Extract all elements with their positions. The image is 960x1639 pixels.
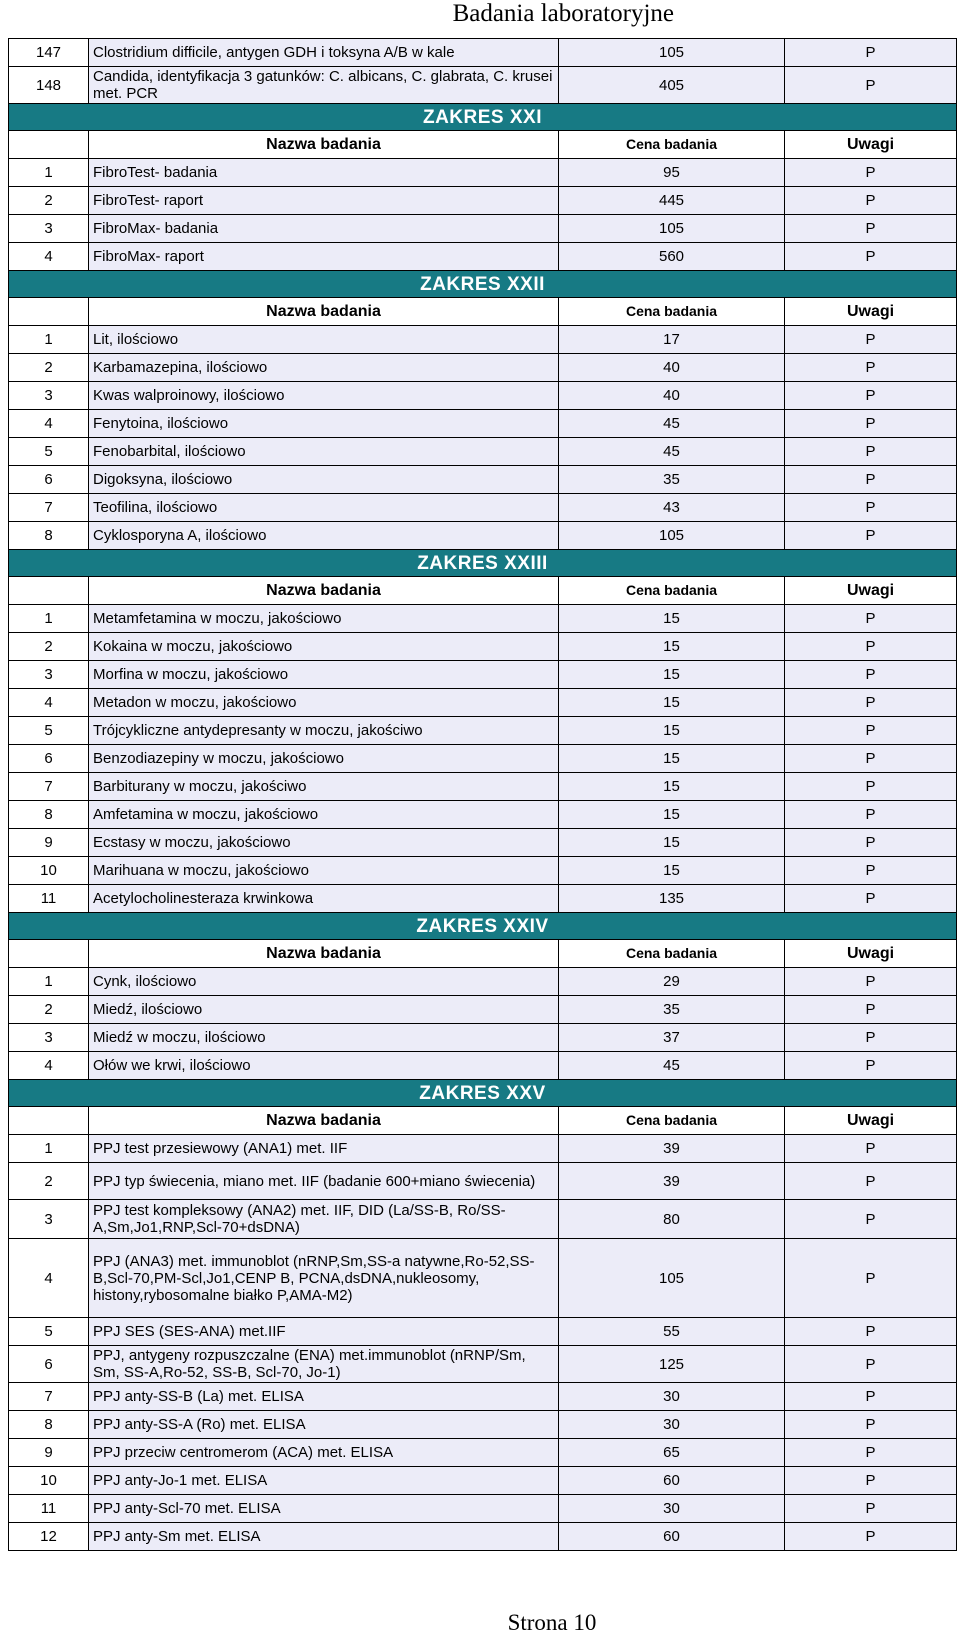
test-name: Morfina w moczu, jakościowo <box>89 661 559 689</box>
row-number: 3 <box>9 215 89 243</box>
test-name: PPJ SES (SES-ANA) met.IIF <box>89 1318 559 1346</box>
test-note: P <box>785 1495 957 1523</box>
test-name: Amfetamina w moczu, jakościowo <box>89 801 559 829</box>
row-number: 1 <box>9 968 89 996</box>
test-price: 560 <box>559 243 785 271</box>
test-price: 45 <box>559 1052 785 1080</box>
test-name: PPJ anty-Jo-1 met. ELISA <box>89 1467 559 1495</box>
column-header-name: Nazwa badania <box>89 131 559 159</box>
test-note: P <box>785 522 957 550</box>
row-number: 2 <box>9 354 89 382</box>
table-row <box>9 773 957 801</box>
row-number: 2 <box>9 996 89 1024</box>
test-price: 30 <box>559 1383 785 1411</box>
column-header-empty <box>9 131 89 159</box>
test-note: P <box>785 243 957 271</box>
table-row <box>9 159 957 187</box>
test-note: P <box>785 1318 957 1346</box>
test-name: PPJ typ świecenia, miano met. IIF (badanie 600+miano świecenia) <box>89 1163 559 1200</box>
test-name: Fenytoina, ilościowo <box>89 410 559 438</box>
test-price: 405 <box>559 67 785 104</box>
test-name: Ecstasy w moczu, jakościowo <box>89 829 559 857</box>
test-name: FibroMax- badania <box>89 215 559 243</box>
test-name: PPJ test kompleksowy (ANA2) met. IIF, DID (La/SS-B, Ro/SS-A,Sm,Jo1,RNP,Scl-70+dsDNA) <box>89 1200 559 1239</box>
test-name: Miedź w moczu, ilościowo <box>89 1024 559 1052</box>
test-name: Barbiturany w moczu, jakościwo <box>89 773 559 801</box>
test-note: P <box>785 494 957 522</box>
test-price: 125 <box>559 1346 785 1383</box>
test-name: FibroTest- badania <box>89 159 559 187</box>
test-name: PPJ anty-SS-A (Ro) met. ELISA <box>89 1411 559 1439</box>
column-header-name: Nazwa badania <box>89 940 559 968</box>
test-note: P <box>785 829 957 857</box>
table-row <box>9 1163 957 1200</box>
table-row <box>9 1239 957 1318</box>
column-header-empty <box>9 577 89 605</box>
column-header-row <box>9 940 957 968</box>
page-header <box>0 0 960 40</box>
row-number: 1 <box>9 159 89 187</box>
table-body <box>9 39 957 1551</box>
table-row <box>9 522 957 550</box>
table-row <box>9 801 957 829</box>
test-note: P <box>785 215 957 243</box>
test-price: 45 <box>559 410 785 438</box>
row-number: 4 <box>9 243 89 271</box>
row-number: 2 <box>9 633 89 661</box>
test-note: P <box>785 996 957 1024</box>
test-name: FibroTest- raport <box>89 187 559 215</box>
test-note: P <box>785 801 957 829</box>
table-row <box>9 745 957 773</box>
table-row <box>9 1467 957 1495</box>
test-note: P <box>785 326 957 354</box>
test-name: PPJ, antygeny rozpuszczalne (ENA) met.immunoblot (nRNP/Sm, Sm, SS-A,Ro-52, SS-B, Scl-70, Jo-1) <box>89 1346 559 1383</box>
test-name: Karbamazepina, ilościowo <box>89 354 559 382</box>
test-note: P <box>785 605 957 633</box>
test-name: PPJ anty-Sm met. ELISA <box>89 1523 559 1551</box>
table-row <box>9 187 957 215</box>
row-number: 3 <box>9 1024 89 1052</box>
column-header-note: Uwagi <box>785 940 957 968</box>
column-header-price: Cena badania <box>559 298 785 326</box>
row-number: 2 <box>9 1163 89 1200</box>
test-note: P <box>785 39 957 67</box>
row-number: 2 <box>9 187 89 215</box>
section-header <box>9 1080 957 1107</box>
table-row <box>9 1052 957 1080</box>
section-header <box>9 913 957 940</box>
table-row <box>9 885 957 913</box>
test-note: P <box>785 1052 957 1080</box>
section-header <box>9 550 957 577</box>
test-note: P <box>785 1163 957 1200</box>
row-number: 6 <box>9 466 89 494</box>
column-header-note: Uwagi <box>785 577 957 605</box>
row-number: 7 <box>9 494 89 522</box>
row-number: 8 <box>9 522 89 550</box>
test-name: Digoksyna, ilościowo <box>89 466 559 494</box>
table-row <box>9 243 957 271</box>
column-header-row <box>9 577 957 605</box>
test-name: PPJ przeciw centromerom (ACA) met. ELISA <box>89 1439 559 1467</box>
column-header-note: Uwagi <box>785 1107 957 1135</box>
test-price: 15 <box>559 633 785 661</box>
test-name: Marihuana w moczu, jakościowo <box>89 857 559 885</box>
test-note: P <box>785 773 957 801</box>
row-number: 10 <box>9 857 89 885</box>
table-row <box>9 354 957 382</box>
column-header-row <box>9 1107 957 1135</box>
test-price: 15 <box>559 857 785 885</box>
test-price: 15 <box>559 745 785 773</box>
table-row <box>9 857 957 885</box>
test-note: P <box>785 661 957 689</box>
test-price: 17 <box>559 326 785 354</box>
column-header-price: Cena badania <box>559 940 785 968</box>
row-number: 1 <box>9 1135 89 1163</box>
test-note: P <box>785 1200 957 1239</box>
table-row <box>9 689 957 717</box>
table-row <box>9 438 957 466</box>
table-row <box>9 605 957 633</box>
test-note: P <box>785 857 957 885</box>
test-name: Cyklosporyna A, ilościowo <box>89 522 559 550</box>
row-number: 12 <box>9 1523 89 1551</box>
test-price: 55 <box>559 1318 785 1346</box>
test-price: 15 <box>559 829 785 857</box>
row-number: 7 <box>9 773 89 801</box>
row-number: 8 <box>9 1411 89 1439</box>
column-header-price: Cena badania <box>559 131 785 159</box>
test-name: Kokaina w moczu, jakościowo <box>89 633 559 661</box>
test-price: 37 <box>559 1024 785 1052</box>
test-note: P <box>785 717 957 745</box>
column-header-row <box>9 298 957 326</box>
table-row <box>9 996 957 1024</box>
row-number: 5 <box>9 1318 89 1346</box>
table-row <box>9 410 957 438</box>
test-price: 445 <box>559 187 785 215</box>
column-header-row <box>9 131 957 159</box>
table-row <box>9 1439 957 1467</box>
test-price: 105 <box>559 1239 785 1318</box>
test-note: P <box>785 689 957 717</box>
section-title: ZAKRES XXII <box>9 271 957 298</box>
row-number: 6 <box>9 1346 89 1383</box>
test-name: Kwas walproinowy, ilościowo <box>89 382 559 410</box>
table-row <box>9 1200 957 1239</box>
column-header-empty <box>9 940 89 968</box>
test-note: P <box>785 67 957 104</box>
test-note: P <box>785 633 957 661</box>
test-price: 39 <box>559 1135 785 1163</box>
column-header-name: Nazwa badania <box>89 298 559 326</box>
row-number: 3 <box>9 1200 89 1239</box>
section-header <box>9 271 957 298</box>
test-price: 29 <box>559 968 785 996</box>
test-note: P <box>785 1467 957 1495</box>
test-price: 30 <box>559 1411 785 1439</box>
table-row <box>9 1495 957 1523</box>
test-price: 43 <box>559 494 785 522</box>
column-header-empty <box>9 298 89 326</box>
row-number: 1 <box>9 605 89 633</box>
section-title: ZAKRES XXI <box>9 104 957 131</box>
column-header-empty <box>9 1107 89 1135</box>
row-number: 11 <box>9 885 89 913</box>
test-name: PPJ anty-SS-B (La) met. ELISA <box>89 1383 559 1411</box>
table-row <box>9 382 957 410</box>
test-name: Lit, ilościowo <box>89 326 559 354</box>
column-header-name: Nazwa badania <box>89 1107 559 1135</box>
test-price: 60 <box>559 1467 785 1495</box>
test-note: P <box>785 187 957 215</box>
table-row <box>9 1024 957 1052</box>
test-price: 30 <box>559 1495 785 1523</box>
test-note: P <box>785 968 957 996</box>
test-price: 40 <box>559 354 785 382</box>
column-header-note: Uwagi <box>785 131 957 159</box>
row-number: 9 <box>9 1439 89 1467</box>
row-number: 5 <box>9 717 89 745</box>
row-number: 4 <box>9 410 89 438</box>
column-header-price: Cena badania <box>559 577 785 605</box>
table-row <box>9 1346 957 1383</box>
test-price: 39 <box>559 1163 785 1200</box>
test-name: Metamfetamina w moczu, jakościowo <box>89 605 559 633</box>
row-number: 4 <box>9 689 89 717</box>
page-footer <box>0 1610 960 1636</box>
test-price: 105 <box>559 522 785 550</box>
column-header-price: Cena badania <box>559 1107 785 1135</box>
test-note: P <box>785 1523 957 1551</box>
test-note: P <box>785 1346 957 1383</box>
test-note: P <box>785 745 957 773</box>
test-name: Acetylocholinesteraza krwinkowa <box>89 885 559 913</box>
test-price: 15 <box>559 689 785 717</box>
test-note: P <box>785 885 957 913</box>
test-price: 80 <box>559 1200 785 1239</box>
table-row <box>9 661 957 689</box>
section-title: ZAKRES XXIII <box>9 550 957 577</box>
table-row <box>9 1383 957 1411</box>
test-note: P <box>785 466 957 494</box>
page-number: Strona 10 <box>507 1610 597 1635</box>
test-note: P <box>785 382 957 410</box>
test-name: PPJ anty-Scl-70 met. ELISA <box>89 1495 559 1523</box>
row-number: 5 <box>9 438 89 466</box>
test-note: P <box>785 1239 957 1318</box>
test-price: 95 <box>559 159 785 187</box>
test-name: PPJ test przesiewowy (ANA1) met. IIF <box>89 1135 559 1163</box>
test-name: Clostridium difficile, antygen GDH i toksyna A/B w kale <box>89 39 559 67</box>
test-note: P <box>785 410 957 438</box>
test-note: P <box>785 1024 957 1052</box>
test-price: 105 <box>559 39 785 67</box>
test-price: 15 <box>559 717 785 745</box>
test-name: Trójcykliczne antydepresanty w moczu, jakościwo <box>89 717 559 745</box>
test-name: PPJ (ANA3) met. immunoblot (nRNP,Sm,SS-a natywne,Ro-52,SS-B,Scl-70,PM-Scl,Jo1,CENP B, PCNA,dsDNA,nukleosomy, histony,rybosomalne białko P,AMA-M2) <box>89 1239 559 1318</box>
price-table <box>8 38 957 1551</box>
table-row <box>9 67 957 104</box>
row-number: 4 <box>9 1052 89 1080</box>
test-name: Fenobarbital, ilościowo <box>89 438 559 466</box>
test-price: 135 <box>559 885 785 913</box>
table-row <box>9 39 957 67</box>
test-name: Ołów we krwi, ilościowo <box>89 1052 559 1080</box>
test-note: P <box>785 438 957 466</box>
test-price: 35 <box>559 466 785 494</box>
row-number: 8 <box>9 801 89 829</box>
test-price: 15 <box>559 773 785 801</box>
test-name: Metadon w moczu, jakościowo <box>89 689 559 717</box>
row-number: 10 <box>9 1467 89 1495</box>
table-row <box>9 494 957 522</box>
table-row <box>9 968 957 996</box>
row-number: 9 <box>9 829 89 857</box>
row-number: 11 <box>9 1495 89 1523</box>
test-price: 35 <box>559 996 785 1024</box>
table-row <box>9 1411 957 1439</box>
table-row <box>9 1135 957 1163</box>
test-name: Benzodiazepiny w moczu, jakościowo <box>89 745 559 773</box>
test-price: 15 <box>559 801 785 829</box>
table-row <box>9 326 957 354</box>
row-number: 3 <box>9 661 89 689</box>
column-header-note: Uwagi <box>785 298 957 326</box>
test-name: Cynk, ilościowo <box>89 968 559 996</box>
test-price: 15 <box>559 605 785 633</box>
row-number: 6 <box>9 745 89 773</box>
table-row <box>9 717 957 745</box>
test-note: P <box>785 159 957 187</box>
row-number: 147 <box>9 39 89 67</box>
test-price: 105 <box>559 215 785 243</box>
test-price: 40 <box>559 382 785 410</box>
test-name: Teofilina, ilościowo <box>89 494 559 522</box>
page-title: Badania laboratoryjne <box>452 0 674 27</box>
test-price: 60 <box>559 1523 785 1551</box>
table-row <box>9 1523 957 1551</box>
row-number: 3 <box>9 382 89 410</box>
section-title: ZAKRES XXIV <box>9 913 957 940</box>
table-row <box>9 466 957 494</box>
test-price: 65 <box>559 1439 785 1467</box>
section-header <box>9 104 957 131</box>
table-row <box>9 829 957 857</box>
row-number: 4 <box>9 1239 89 1318</box>
test-name: FibroMax- raport <box>89 243 559 271</box>
table-row <box>9 215 957 243</box>
table-row <box>9 1318 957 1346</box>
row-number: 148 <box>9 67 89 104</box>
column-header-name: Nazwa badania <box>89 577 559 605</box>
test-note: P <box>785 1383 957 1411</box>
test-note: P <box>785 354 957 382</box>
test-note: P <box>785 1439 957 1467</box>
row-number: 7 <box>9 1383 89 1411</box>
section-title: ZAKRES XXV <box>9 1080 957 1107</box>
table-row <box>9 633 957 661</box>
test-price: 45 <box>559 438 785 466</box>
test-price: 15 <box>559 661 785 689</box>
test-name: Miedź, ilościowo <box>89 996 559 1024</box>
row-number: 1 <box>9 326 89 354</box>
test-name: Candida, identyfikacja 3 gatunków: C. albicans, C. glabrata, C. krusei met. PCR <box>89 67 559 104</box>
test-note: P <box>785 1411 957 1439</box>
test-note: P <box>785 1135 957 1163</box>
